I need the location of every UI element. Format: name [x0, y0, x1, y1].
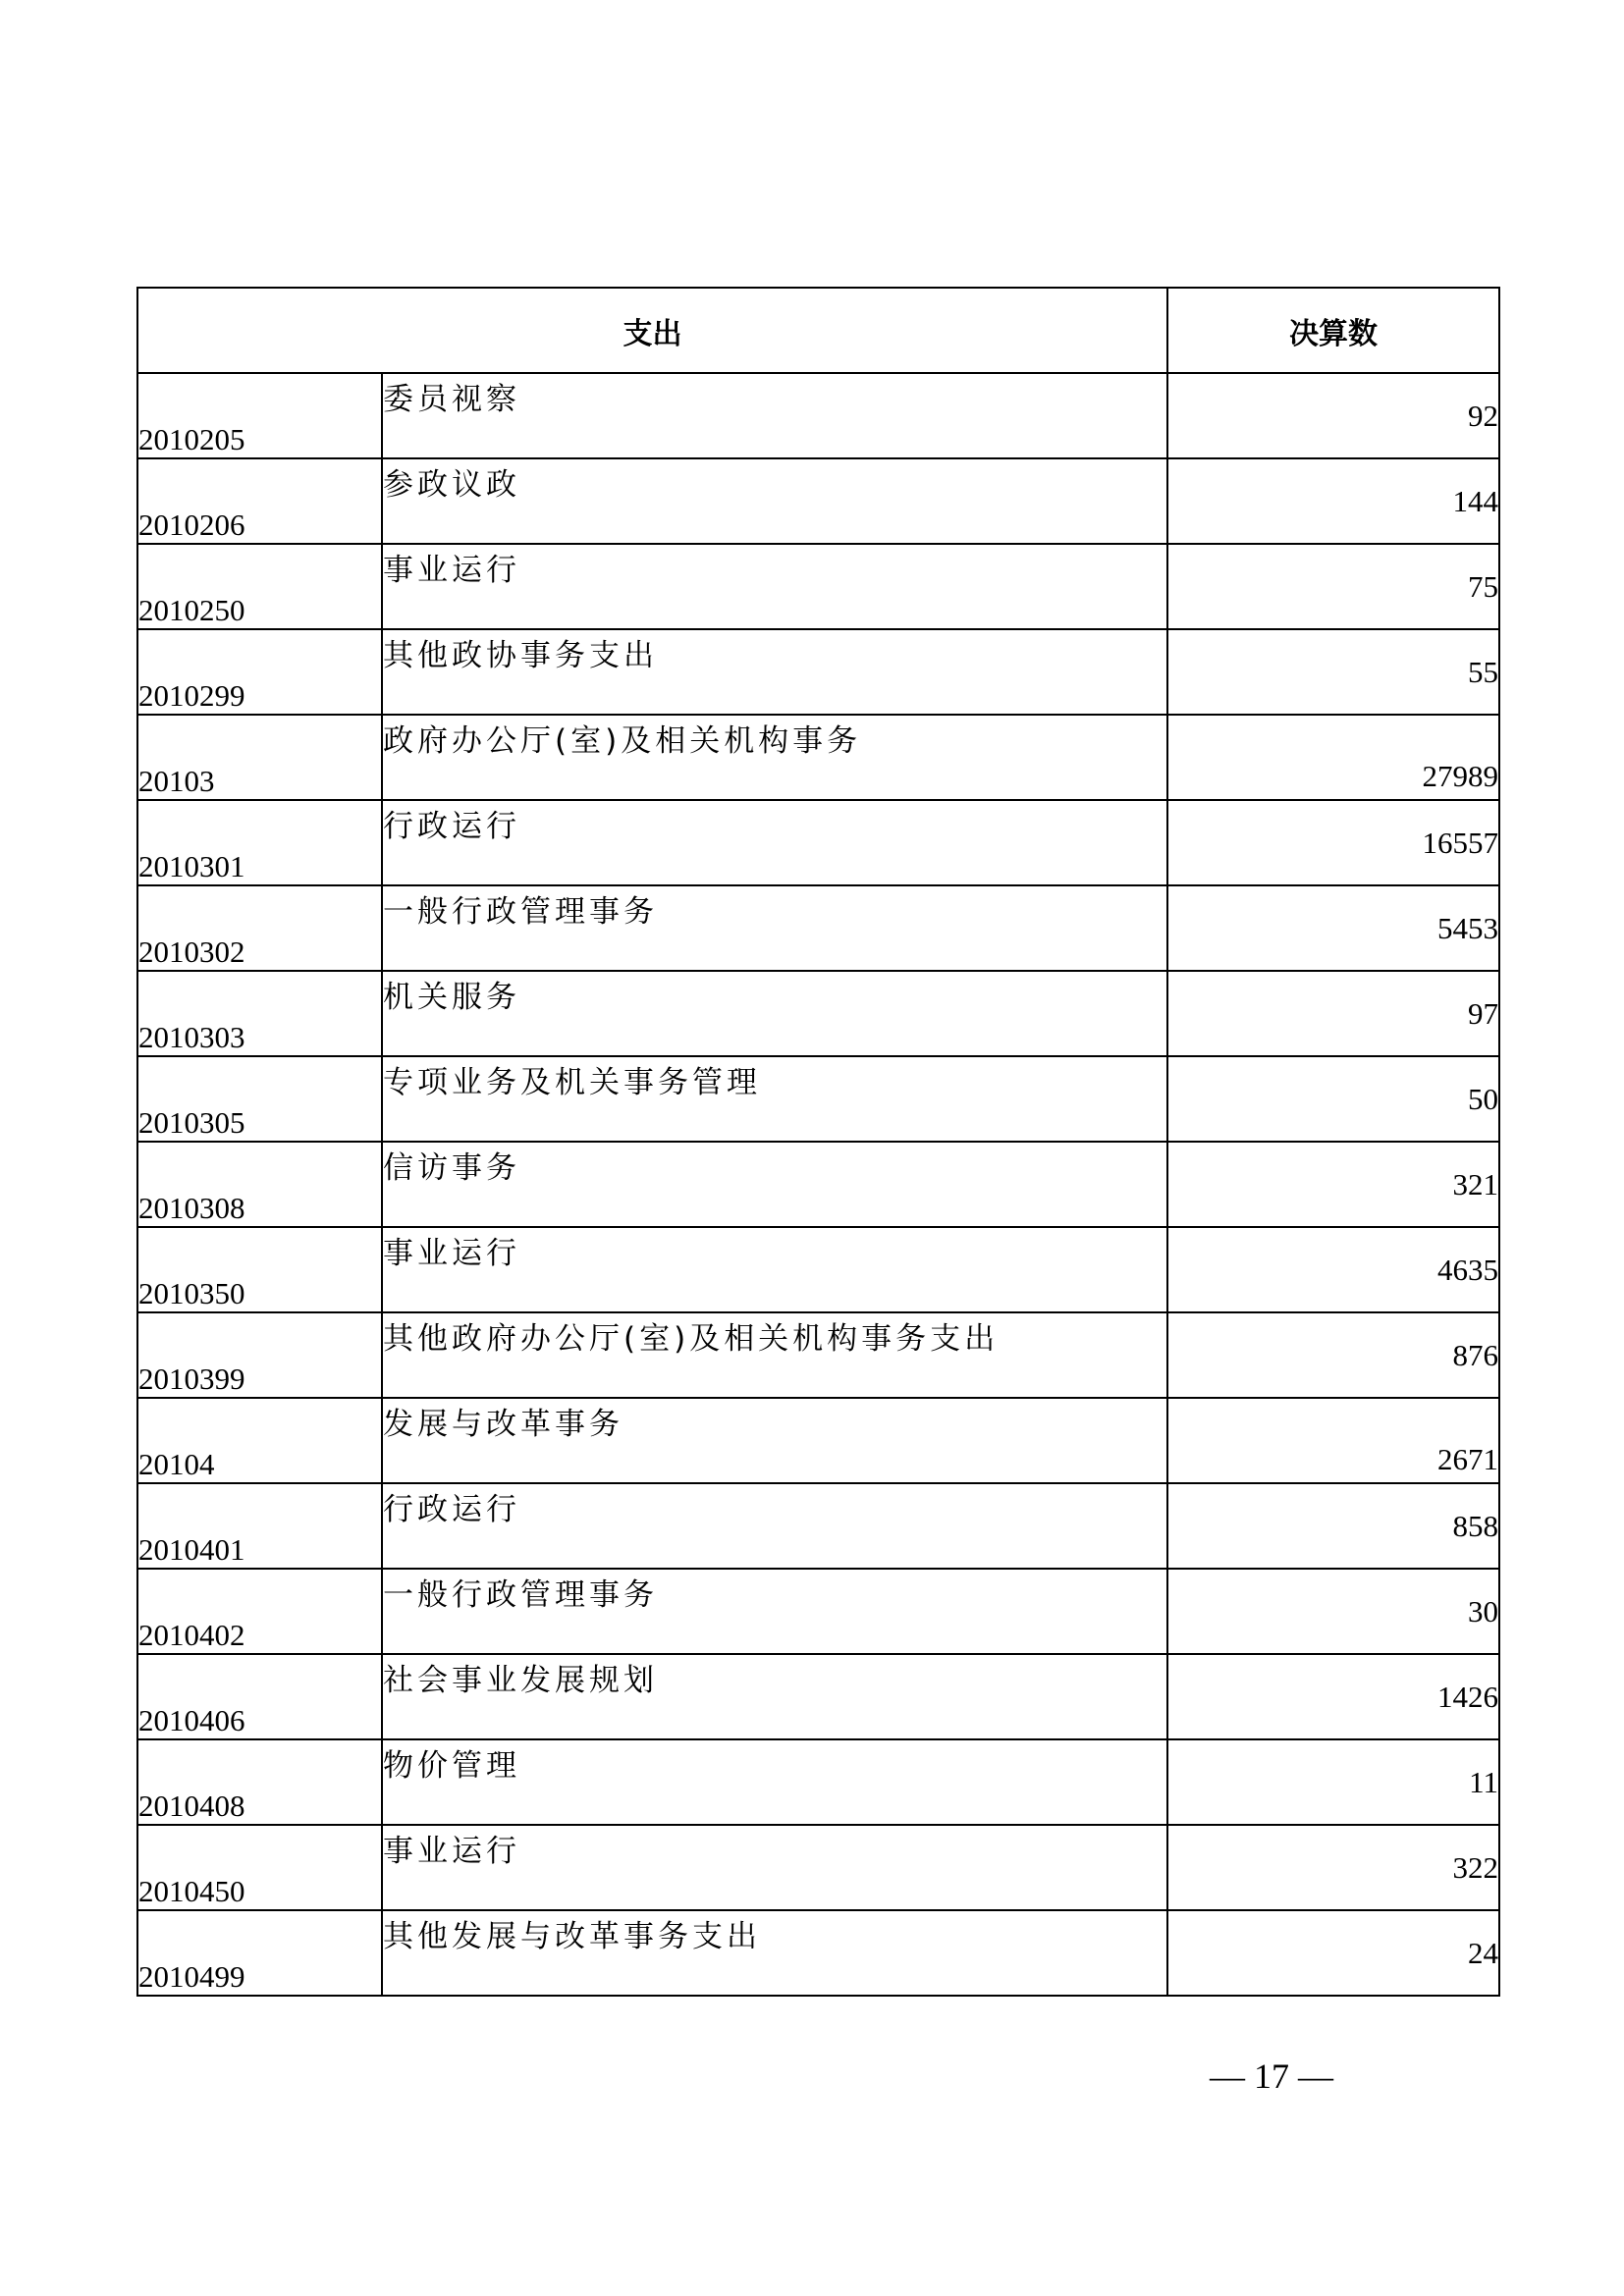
subject-code: 2010350 — [137, 1227, 382, 1312]
final-amount: 30 — [1167, 1569, 1499, 1654]
amount-column-header: 决算数 — [1167, 288, 1499, 373]
subject-name: 事业运行 — [382, 544, 1167, 629]
table-row — [137, 1825, 1499, 1910]
table-row — [137, 1569, 1499, 1654]
table-row — [137, 715, 1499, 800]
final-amount: 4635 — [1167, 1227, 1499, 1312]
final-amount: 75 — [1167, 544, 1499, 629]
subject-name: 其他政协事务支出 — [382, 629, 1167, 715]
subject-code: 2010499 — [137, 1910, 382, 1996]
subject-name: 一般行政管理事务 — [382, 885, 1167, 971]
table-row — [137, 971, 1499, 1056]
table-row — [137, 800, 1499, 885]
final-amount: 16557 — [1167, 800, 1499, 885]
subject-code: 2010305 — [137, 1056, 382, 1142]
table-row — [137, 629, 1499, 715]
table-row — [137, 885, 1499, 971]
subject-name: 政府办公厅(室)及相关机构事务 — [382, 715, 1167, 800]
subject-code: 2010401 — [137, 1483, 382, 1569]
table-row — [137, 1654, 1499, 1739]
subject-name: 机关服务 — [382, 971, 1167, 1056]
subject-name: 行政运行 — [382, 1483, 1167, 1569]
subject-code: 2010205 — [137, 373, 382, 458]
subject-name: 参政议政 — [382, 458, 1167, 544]
final-amount: 97 — [1167, 971, 1499, 1056]
subject-code: 2010250 — [137, 544, 382, 629]
subject-name: 其他发展与改革事务支出 — [382, 1910, 1167, 1996]
subject-name: 行政运行 — [382, 800, 1167, 885]
final-amount: 858 — [1167, 1483, 1499, 1569]
final-amount: 876 — [1167, 1312, 1499, 1398]
subject-code: 2010206 — [137, 458, 382, 544]
table-body — [137, 373, 1499, 1996]
subject-code: 2010301 — [137, 800, 382, 885]
subject-name: 专项业务及机关事务管理 — [382, 1056, 1167, 1142]
final-amount: 1426 — [1167, 1654, 1499, 1739]
table-row — [137, 373, 1499, 458]
final-amount: 11 — [1167, 1739, 1499, 1825]
subject-code: 2010308 — [137, 1142, 382, 1227]
expense-column-header: 支出 — [137, 288, 1167, 373]
subject-code: 2010399 — [137, 1312, 382, 1398]
subject-code: 20103 — [137, 715, 382, 800]
table-row — [137, 1398, 1499, 1483]
final-amount: 24 — [1167, 1910, 1499, 1996]
table-row — [137, 1739, 1499, 1825]
table-row — [137, 1483, 1499, 1569]
subject-name: 物价管理 — [382, 1739, 1167, 1825]
subject-code: 20104 — [137, 1398, 382, 1483]
subject-name: 事业运行 — [382, 1825, 1167, 1910]
expenditure-table — [136, 287, 1500, 1997]
final-amount: 50 — [1167, 1056, 1499, 1142]
final-amount: 55 — [1167, 629, 1499, 715]
table-header-row — [137, 288, 1499, 373]
subject-code: 2010402 — [137, 1569, 382, 1654]
table-row — [137, 1142, 1499, 1227]
table-row — [137, 1312, 1499, 1398]
final-amount: 321 — [1167, 1142, 1499, 1227]
table-row — [137, 544, 1499, 629]
final-amount: 2671 — [1167, 1398, 1499, 1483]
table-row — [137, 458, 1499, 544]
subject-name: 委员视察 — [382, 373, 1167, 458]
subject-name: 发展与改革事务 — [382, 1398, 1167, 1483]
table-row — [137, 1227, 1499, 1312]
table-row — [137, 1910, 1499, 1996]
final-amount: 92 — [1167, 373, 1499, 458]
final-amount: 27989 — [1167, 715, 1499, 800]
subject-name: 其他政府办公厅(室)及相关机构事务支出 — [382, 1312, 1167, 1398]
subject-code: 2010450 — [137, 1825, 382, 1910]
final-amount: 144 — [1167, 458, 1499, 544]
subject-name: 信访事务 — [382, 1142, 1167, 1227]
subject-code: 2010408 — [137, 1739, 382, 1825]
final-amount: 322 — [1167, 1825, 1499, 1910]
subject-name: 社会事业发展规划 — [382, 1654, 1167, 1739]
final-amount: 5453 — [1167, 885, 1499, 971]
subject-code: 2010303 — [137, 971, 382, 1056]
subject-name: 事业运行 — [382, 1227, 1167, 1312]
page-number: — 17 — — [1210, 2056, 1333, 2096]
subject-code: 2010299 — [137, 629, 382, 715]
subject-code: 2010406 — [137, 1654, 382, 1739]
subject-code: 2010302 — [137, 885, 382, 971]
table-row — [137, 1056, 1499, 1142]
subject-name: 一般行政管理事务 — [382, 1569, 1167, 1654]
